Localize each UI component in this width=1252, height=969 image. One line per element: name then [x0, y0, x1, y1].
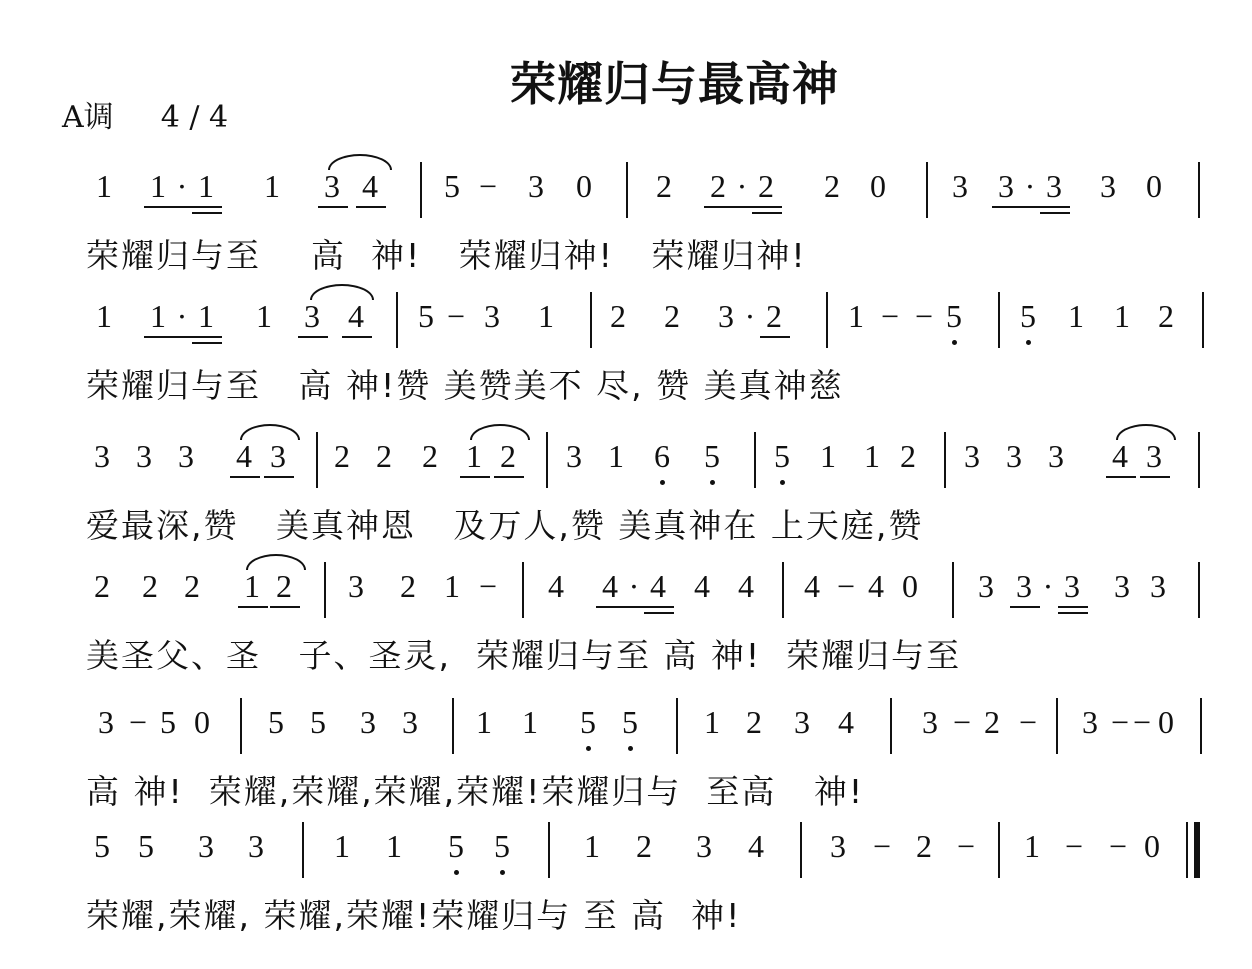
note: 3 — [178, 438, 194, 474]
note: 1 — [1068, 298, 1084, 334]
bar-line — [522, 562, 524, 618]
note: 0 — [194, 704, 210, 740]
score-line — [0, 162, 1252, 275]
note: 3 — [1016, 568, 1032, 604]
note: 3 — [248, 828, 264, 864]
underline — [318, 206, 348, 208]
note: 6 — [654, 438, 670, 474]
note: 2 — [984, 704, 1000, 740]
dotted-note-dot: · — [176, 168, 188, 204]
lower-octave-dot — [1026, 340, 1031, 345]
bar-line — [952, 562, 954, 618]
note: 3 — [1082, 704, 1098, 740]
dotted-note-dot: · — [1024, 168, 1036, 204]
final-bar-line — [1194, 822, 1200, 878]
lyric-line: 荣耀归与至 高 神!赞 美赞美不 尽, 赞 美真神慈 — [86, 366, 844, 405]
note: 5 — [774, 438, 790, 474]
dotted-note-dot: · — [744, 298, 756, 334]
note: 3 — [1048, 438, 1064, 474]
note: 0 — [576, 168, 592, 204]
note: 3 — [978, 568, 994, 604]
lower-octave-dot — [780, 480, 785, 485]
bar-line — [548, 822, 550, 878]
note: 3 — [1146, 438, 1162, 474]
note: − — [880, 298, 900, 334]
note: 5 — [1020, 298, 1036, 334]
note: 3 — [304, 298, 320, 334]
note: 1 — [704, 704, 720, 740]
underline — [1058, 612, 1088, 614]
note: 5 — [310, 704, 326, 740]
bar-line — [1198, 562, 1200, 618]
bar-line — [926, 162, 928, 218]
underline — [1010, 606, 1040, 608]
note: − — [446, 298, 466, 334]
note: − — [872, 828, 892, 864]
note: 1 — [256, 298, 272, 334]
slur — [328, 154, 392, 170]
bar-line — [782, 562, 784, 618]
note: 5 — [946, 298, 962, 334]
score-line — [0, 822, 1252, 935]
note: 3 — [348, 568, 364, 604]
note: 5 — [160, 704, 176, 740]
note: 2 — [758, 168, 774, 204]
score-line — [0, 562, 1252, 675]
note: 0 — [870, 168, 886, 204]
note: 4 — [738, 568, 754, 604]
note: 2 — [664, 298, 680, 334]
note: − — [836, 568, 856, 604]
note: 3 — [360, 704, 376, 740]
underline — [270, 606, 300, 608]
bar-line — [1198, 162, 1200, 218]
underline — [1140, 476, 1170, 478]
slur — [246, 554, 306, 570]
underline — [192, 342, 222, 344]
underline — [1106, 476, 1136, 478]
bar-line — [1202, 292, 1204, 348]
note: 2 — [766, 298, 782, 334]
lower-octave-dot — [628, 746, 633, 751]
note: 2 — [710, 168, 726, 204]
note: 5 — [444, 168, 460, 204]
bar-line — [944, 432, 946, 488]
note: 0 — [902, 568, 918, 604]
bar-line — [998, 822, 1000, 878]
note: 3 — [696, 828, 712, 864]
score-line — [0, 432, 1252, 545]
note: 1 — [244, 568, 260, 604]
note: 3 — [964, 438, 980, 474]
key-label: A调 — [62, 100, 114, 135]
note: 3 — [794, 704, 810, 740]
note: 2 — [334, 438, 350, 474]
note: 1 — [538, 298, 554, 334]
note: 3 — [1064, 568, 1080, 604]
bar-line — [826, 292, 828, 348]
note: 5 — [494, 828, 510, 864]
note: 2 — [422, 438, 438, 474]
bar-line — [590, 292, 592, 348]
note: 1 — [584, 828, 600, 864]
note: 4 — [804, 568, 820, 604]
note: 1 — [96, 168, 112, 204]
note: 1 — [466, 438, 482, 474]
note: 4 — [868, 568, 884, 604]
note: 3 — [198, 828, 214, 864]
note: − — [1110, 704, 1130, 740]
note: − — [952, 704, 972, 740]
bar-line — [240, 698, 242, 754]
time-signature: 4 / 4 — [160, 100, 229, 135]
underline — [342, 336, 372, 338]
note: 3 — [1046, 168, 1062, 204]
note: 4 — [694, 568, 710, 604]
underline — [238, 606, 268, 608]
lower-octave-dot — [952, 340, 957, 345]
note: 1 — [150, 298, 166, 334]
note: 3 — [270, 438, 286, 474]
key-signature — [62, 92, 228, 136]
bar-line — [1198, 432, 1200, 488]
note: 3 — [98, 704, 114, 740]
note: 2 — [610, 298, 626, 334]
underline — [644, 612, 674, 614]
note: 2 — [276, 568, 292, 604]
notation-row — [0, 562, 1252, 626]
note: 2 — [1158, 298, 1174, 334]
note: 4 — [548, 568, 564, 604]
note: 5 — [622, 704, 638, 740]
note: − — [914, 298, 934, 334]
score-line — [0, 292, 1252, 405]
note: 1 — [820, 438, 836, 474]
note: 4 — [1112, 438, 1128, 474]
note: 2 — [400, 568, 416, 604]
score-line — [0, 698, 1252, 811]
note: 5 — [580, 704, 596, 740]
note: 3 — [324, 168, 340, 204]
song-title: 荣耀归与最高神 — [510, 57, 839, 111]
note: 3 — [94, 438, 110, 474]
note: 1 — [334, 828, 350, 864]
bar-line — [420, 162, 422, 218]
note: 4 — [236, 438, 252, 474]
note: − — [1018, 704, 1038, 740]
note: − — [1108, 828, 1128, 864]
slur — [470, 424, 530, 440]
note: 5 — [704, 438, 720, 474]
notation-row — [0, 822, 1252, 886]
note: 1 — [264, 168, 280, 204]
note: − — [128, 704, 148, 740]
lower-octave-dot — [454, 870, 459, 875]
underline — [1040, 206, 1070, 208]
underline — [494, 476, 524, 478]
note: 2 — [900, 438, 916, 474]
bar-line — [1200, 698, 1202, 754]
note: 1 — [444, 568, 460, 604]
underline — [298, 336, 328, 338]
bar-line — [676, 698, 678, 754]
note: 4 — [838, 704, 854, 740]
bar-line — [324, 562, 326, 618]
note: 1 — [476, 704, 492, 740]
underline — [192, 212, 222, 214]
note: 1 — [864, 438, 880, 474]
note: − — [1064, 828, 1084, 864]
note: 3 — [402, 704, 418, 740]
note: 3 — [1150, 568, 1166, 604]
bar-line — [800, 822, 802, 878]
lyric-line: 荣耀,荣耀, 荣耀,荣耀!荣耀归与 至 高 神! — [86, 896, 742, 935]
note: 3 — [998, 168, 1014, 204]
note: 5 — [418, 298, 434, 334]
bar-line — [546, 432, 548, 488]
note: 3 — [718, 298, 734, 334]
note: 1 — [608, 438, 624, 474]
note: 2 — [746, 704, 762, 740]
note: 2 — [142, 568, 158, 604]
slur — [1116, 424, 1176, 440]
note: 2 — [94, 568, 110, 604]
note: 2 — [656, 168, 672, 204]
note: 5 — [268, 704, 284, 740]
underline — [192, 206, 222, 208]
note: 3 — [528, 168, 544, 204]
notation-row — [0, 162, 1252, 226]
note: 0 — [1144, 828, 1160, 864]
bar-line — [998, 292, 1000, 348]
note: 3 — [566, 438, 582, 474]
lyric-line: 荣耀归与至 高 神! 荣耀归神! 荣耀归神! — [86, 236, 807, 275]
dotted-note-dot: · — [736, 168, 748, 204]
note: 2 — [824, 168, 840, 204]
lower-octave-dot — [586, 746, 591, 751]
lower-octave-dot — [660, 480, 665, 485]
note: 2 — [636, 828, 652, 864]
note: 4 — [748, 828, 764, 864]
notation-row — [0, 292, 1252, 356]
underline — [752, 212, 782, 214]
note: 3 — [1006, 438, 1022, 474]
bar-line — [396, 292, 398, 348]
note: 1 — [198, 298, 214, 334]
lower-octave-dot — [500, 870, 505, 875]
dotted-note-dot: · — [628, 568, 640, 604]
notation-row — [0, 698, 1252, 762]
bar-line — [316, 432, 318, 488]
lower-octave-dot — [710, 480, 715, 485]
slur — [240, 424, 300, 440]
bar-line — [754, 432, 756, 488]
note: − — [478, 568, 498, 604]
underline — [192, 336, 222, 338]
note: 5 — [94, 828, 110, 864]
note: 3 — [922, 704, 938, 740]
note: 3 — [136, 438, 152, 474]
note: − — [478, 168, 498, 204]
note: 3 — [830, 828, 846, 864]
lyric-line: 高 神! 荣耀,荣耀,荣耀,荣耀!荣耀归与 至高 神! — [86, 772, 865, 811]
note: 3 — [484, 298, 500, 334]
underline — [1040, 212, 1070, 214]
underline — [230, 476, 260, 478]
note: 0 — [1146, 168, 1162, 204]
underline — [1058, 606, 1088, 608]
note: 3 — [1100, 168, 1116, 204]
note: − — [1132, 704, 1152, 740]
note: 5 — [138, 828, 154, 864]
underline — [644, 606, 674, 608]
note: 2 — [184, 568, 200, 604]
lyric-line: 爱最深,赞 美真神恩 及万人,赞 美真神在 上天庭,赞 — [86, 506, 924, 545]
note: 1 — [1114, 298, 1130, 334]
note: 1 — [96, 298, 112, 334]
note: 1 — [198, 168, 214, 204]
bar-line — [890, 698, 892, 754]
final-bar-line — [1186, 822, 1188, 878]
bar-line — [302, 822, 304, 878]
underline — [760, 336, 790, 338]
underline — [264, 476, 294, 478]
note: 1 — [150, 168, 166, 204]
note: 0 — [1158, 704, 1174, 740]
note: 4 — [348, 298, 364, 334]
underline — [460, 476, 490, 478]
bar-line — [626, 162, 628, 218]
note: 3 — [952, 168, 968, 204]
note: 5 — [448, 828, 464, 864]
notation-row — [0, 432, 1252, 496]
note: 1 — [1024, 828, 1040, 864]
note: 4 — [650, 568, 666, 604]
underline — [356, 206, 386, 208]
note: 1 — [522, 704, 538, 740]
lyric-line: 美圣父、圣 子、圣灵, 荣耀归与至 高 神! 荣耀归与至 — [86, 636, 962, 675]
dotted-note-dot: · — [1042, 568, 1054, 604]
dotted-note-dot: · — [176, 298, 188, 334]
note: 4 — [362, 168, 378, 204]
note: 4 — [602, 568, 618, 604]
underline — [752, 206, 782, 208]
slur — [310, 284, 374, 300]
note: 3 — [1114, 568, 1130, 604]
note: 2 — [500, 438, 516, 474]
note: − — [956, 828, 976, 864]
note: 1 — [848, 298, 864, 334]
bar-line — [452, 698, 454, 754]
note: 1 — [386, 828, 402, 864]
note: 2 — [916, 828, 932, 864]
bar-line — [1056, 698, 1058, 754]
note: 2 — [376, 438, 392, 474]
